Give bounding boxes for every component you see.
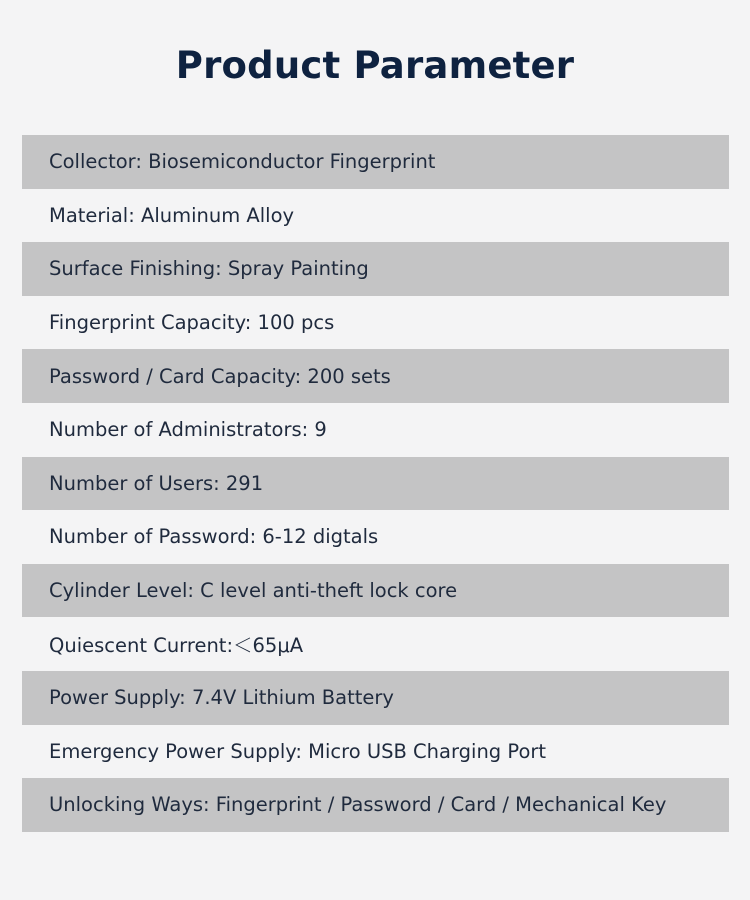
parameter-row-password-length: Number of Password: 6-12 digtals — [49, 525, 379, 549]
parameter-row-administrators: Number of Administrators: 9 — [49, 418, 327, 442]
parameter-row-surface-finishing: Surface Finishing: Spray Painting — [22, 242, 729, 296]
parameter-row-fingerprint-capacity: Fingerprint Capacity: 100 pcs — [49, 311, 335, 335]
parameter-list — [22, 135, 729, 832]
parameter-row-quiescent-current: Quiescent Current:＜65μA — [49, 634, 304, 658]
parameter-row-collector: Collector: Biosemiconductor Fingerprint — [22, 135, 729, 189]
parameter-row-users: Number of Users: 291 — [22, 457, 729, 511]
parameter-row-password-card-capacity: Password / Card Capacity: 200 sets — [22, 349, 729, 403]
parameter-row-material: Material: Aluminum Alloy — [49, 203, 295, 227]
parameter-row-unlocking-ways: Unlocking Ways: Fingerprint / Password / Card / Mechanical Key — [22, 778, 729, 832]
parameter-row-power-supply: Power Supply: 7.4V Lithium Battery — [22, 671, 729, 725]
parameter-row-emergency-power: Emergency Power Supply: Micro USB Charging Port — [49, 739, 547, 763]
page-title: Product Parameter — [175, 44, 575, 87]
parameter-row-cylinder-level: Cylinder Level: C level anti-theft lock core — [22, 564, 729, 618]
